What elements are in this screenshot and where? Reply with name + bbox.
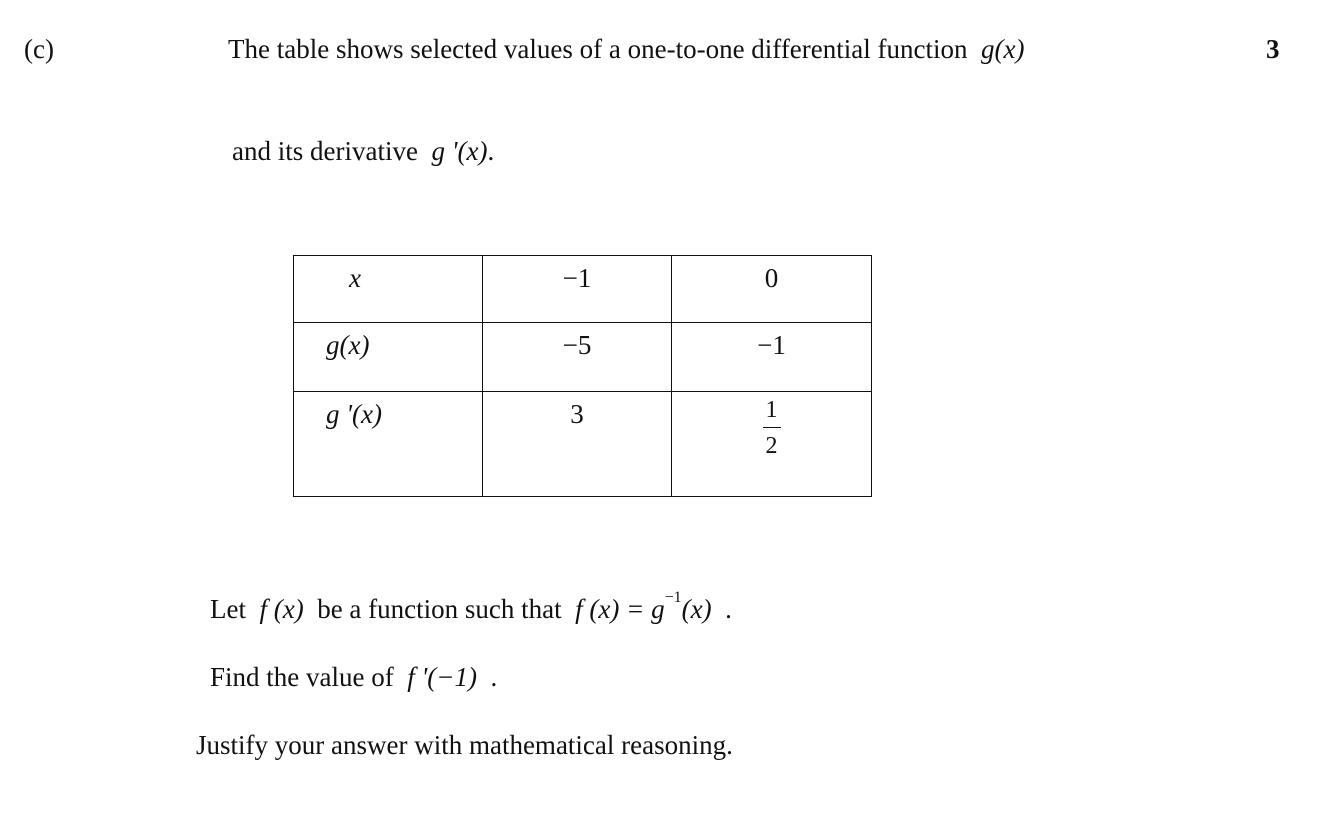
justify-text: Justify your answer with mathematical reasoning. (196, 730, 733, 760)
find-statement (210, 664, 497, 691)
gprime-value-1: 3 (570, 399, 584, 429)
fraction-bar (763, 427, 781, 428)
x-header-label: x (349, 263, 361, 293)
x-value-1: −1 (562, 263, 592, 293)
table-cell (483, 392, 672, 497)
equation-lhs: f (x) = g (575, 594, 665, 624)
find-end: . (490, 662, 498, 692)
table-row-gprime (294, 392, 872, 497)
intro-end: . (487, 136, 495, 166)
intro-text-2: and its derivative (232, 136, 418, 166)
part-label: (c) (24, 34, 54, 64)
justify-statement (196, 732, 733, 759)
table-cell (483, 323, 672, 392)
x-value-2: 0 (764, 263, 779, 293)
intro-text: The table shows selected values of a one-to-one differential function (228, 34, 968, 64)
table-cell (294, 392, 483, 497)
find-expression: f '(−1) (407, 662, 477, 692)
gprime-row-label: g '(x) (326, 399, 382, 429)
table-cell (294, 256, 483, 323)
g-row-label: g(x) (326, 330, 370, 360)
find-text: Find the value of (210, 662, 394, 692)
let-statement (210, 589, 732, 624)
table-cell (672, 256, 872, 323)
table-cell (672, 323, 872, 392)
derivative-g: g '(x) (431, 136, 488, 166)
table-row-x (294, 256, 872, 323)
marks-value: 3 (1266, 34, 1280, 64)
inverse-superscript: −1 (664, 589, 682, 606)
table-cell (294, 323, 483, 392)
let-text: Let (210, 594, 246, 624)
let-end: . (725, 594, 732, 624)
table-cell (672, 392, 872, 497)
gprime-value-2-fraction (763, 398, 781, 458)
table-row-g (294, 323, 872, 392)
g-value-1: −5 (562, 330, 592, 360)
question-intro-line (228, 36, 1024, 63)
function-f: f (x) (259, 594, 304, 624)
question-intro-line-2 (232, 138, 494, 165)
fraction-denominator: 2 (765, 433, 778, 459)
let-text-2: be a function such that (317, 594, 562, 624)
equation-rhs: (x) (681, 594, 712, 624)
fraction-numerator: 1 (765, 397, 778, 423)
values-table (293, 255, 872, 497)
table-cell (483, 256, 672, 323)
function-g: g(x) (980, 34, 1025, 64)
g-value-2: −1 (757, 330, 786, 360)
